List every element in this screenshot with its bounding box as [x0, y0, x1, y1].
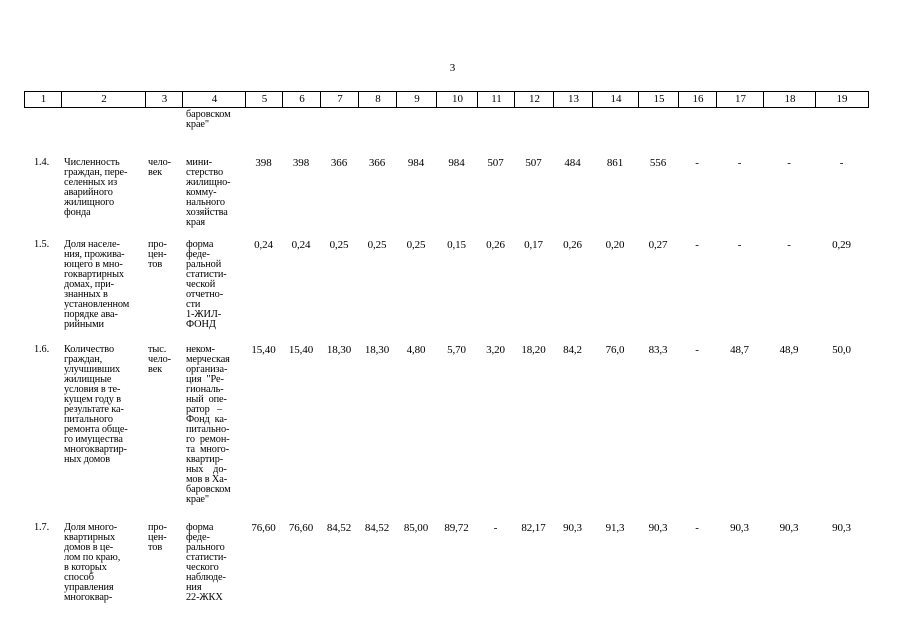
header-cell: 6 [282, 91, 321, 108]
value-cell: 90,3 [779, 522, 799, 534]
value-cell: 76,0 [605, 344, 625, 356]
source-cell: форма феде- рального статисти- ческого наблюде- ния 22-ЖКХ [186, 522, 227, 603]
header-cell: 5 [245, 91, 283, 108]
header-cell: 2 [61, 91, 146, 108]
value-cell: - [695, 522, 699, 534]
value-cell: 0,24 [254, 239, 273, 251]
header-cell: 14 [592, 91, 639, 108]
value-cell: 0,27 [648, 239, 668, 251]
header-cell: 1 [24, 91, 62, 108]
value-cell: 0,20 [605, 239, 625, 251]
header-cell: 10 [436, 91, 478, 108]
value-cell: 85,00 [403, 522, 429, 534]
value-cell: 48,9 [779, 344, 799, 356]
header-cell: 17 [716, 91, 764, 108]
value-cell: 90,3 [648, 522, 668, 534]
value-cell: - [695, 239, 699, 251]
value-cell: - [787, 239, 791, 251]
source-cell: форма феде- ральной статисти- ческой отчетно- сти 1-ЖИЛ- ФОНД [186, 239, 227, 330]
indicator-name-cell: Численность граждан, пере- селенных из аварийного жилищного фонда [64, 157, 128, 218]
value-cell: 48,7 [730, 344, 749, 356]
source-cell: мини- стерство жилищно- комму- нального хозяйства края [186, 157, 231, 228]
value-cell: 90,3 [832, 522, 851, 534]
header-cell: 9 [396, 91, 437, 108]
source-cell: неком- мерческая организа- ция "Ре- гиональ- ный опе- ратор – Фонд ка- питально- го ремон- та много- квартир- ных до- мов в Ха- баровском крае" [186, 344, 231, 505]
value-cell: 984 [407, 157, 425, 169]
value-cell: 3,20 [486, 344, 505, 356]
value-cell: 398 [292, 157, 310, 169]
header-cell: 7 [320, 91, 359, 108]
value-cell: 82,17 [521, 522, 546, 534]
header-cell: 18 [763, 91, 816, 108]
page-number: 3 [449, 62, 456, 74]
value-cell: 18,20 [521, 344, 546, 356]
value-cell: 84,52 [364, 522, 390, 534]
header-cell: 3 [145, 91, 183, 108]
value-cell: 366 [368, 157, 386, 169]
header-cell: 8 [358, 91, 397, 108]
header-cell: 12 [514, 91, 554, 108]
value-cell: 15,40 [251, 344, 276, 356]
value-cell: 18,30 [364, 344, 390, 356]
value-cell: 15,40 [288, 344, 314, 356]
header-cell: 16 [678, 91, 717, 108]
unit-cell: чело- век [148, 157, 171, 178]
unit-cell: про- цен- тов [148, 522, 167, 553]
value-cell: 84,52 [326, 522, 352, 534]
row-number-cell: 1.4. [34, 157, 50, 168]
value-cell: - [737, 157, 742, 169]
value-cell: 4,80 [406, 344, 426, 356]
value-cell: 398 [255, 157, 272, 169]
value-cell: - [787, 157, 791, 169]
carryover-source-cell: баровском крае" [186, 109, 231, 130]
value-cell: 507 [525, 157, 542, 169]
indicator-name-cell: Количество граждан, улучшивших жилищные условия в те- кущем году в результате ка- питального ремонта обще- го имущества многоквартир- ных домов [64, 344, 128, 465]
row-number-cell: 1.7. [34, 522, 50, 533]
header-cell: 4 [182, 91, 246, 108]
value-cell: 0,24 [291, 239, 311, 251]
value-cell: 861 [606, 157, 624, 169]
value-cell: - [493, 522, 498, 534]
value-cell: 89,72 [444, 522, 469, 534]
value-cell: 90,3 [563, 522, 582, 534]
value-cell: 5,70 [447, 344, 466, 356]
value-cell: 76,60 [251, 522, 276, 534]
value-cell: 984 [448, 157, 465, 169]
value-cell: 366 [330, 157, 348, 169]
value-cell: 76,60 [288, 522, 314, 534]
value-cell: 484 [564, 157, 581, 169]
value-cell: - [737, 239, 742, 251]
value-cell: 556 [649, 157, 667, 169]
indicator-name-cell: Доля много- квартирных домов в це- лом по краю, в которых способ управления многоквар- [64, 522, 121, 603]
value-cell: 0,25 [406, 239, 426, 251]
value-cell: 0,17 [524, 239, 543, 251]
value-cell: - [839, 157, 844, 169]
value-cell: 0,26 [563, 239, 582, 251]
value-cell: 84,2 [563, 344, 582, 356]
value-cell: 507 [487, 157, 504, 169]
row-number-cell: 1.6. [34, 344, 50, 355]
header-cell: 19 [815, 91, 869, 108]
value-cell: 0,25 [367, 239, 387, 251]
header-cell: 11 [477, 91, 515, 108]
value-cell: 0,25 [329, 239, 349, 251]
value-cell: 18,30 [326, 344, 352, 356]
value-cell: 50,0 [832, 344, 851, 356]
value-cell: 91,3 [605, 522, 625, 534]
value-cell: - [695, 344, 699, 356]
unit-cell: тыс. чело- век [148, 344, 171, 375]
header-cell: 15 [638, 91, 679, 108]
value-cell: 83,3 [648, 344, 668, 356]
value-cell: - [695, 157, 699, 169]
value-cell: 0,26 [486, 239, 505, 251]
header-cell: 13 [553, 91, 593, 108]
row-number-cell: 1.5. [34, 239, 50, 250]
unit-cell: про- цен- тов [148, 239, 167, 270]
indicator-name-cell: Доля населе- ния, прожива- ющего в мно- гоквартирных домах, при- знанных в установленном порядке ава- рийными [64, 239, 130, 330]
value-cell: 0,29 [832, 239, 851, 251]
value-cell: 0,15 [447, 239, 466, 251]
value-cell: 90,3 [730, 522, 749, 534]
